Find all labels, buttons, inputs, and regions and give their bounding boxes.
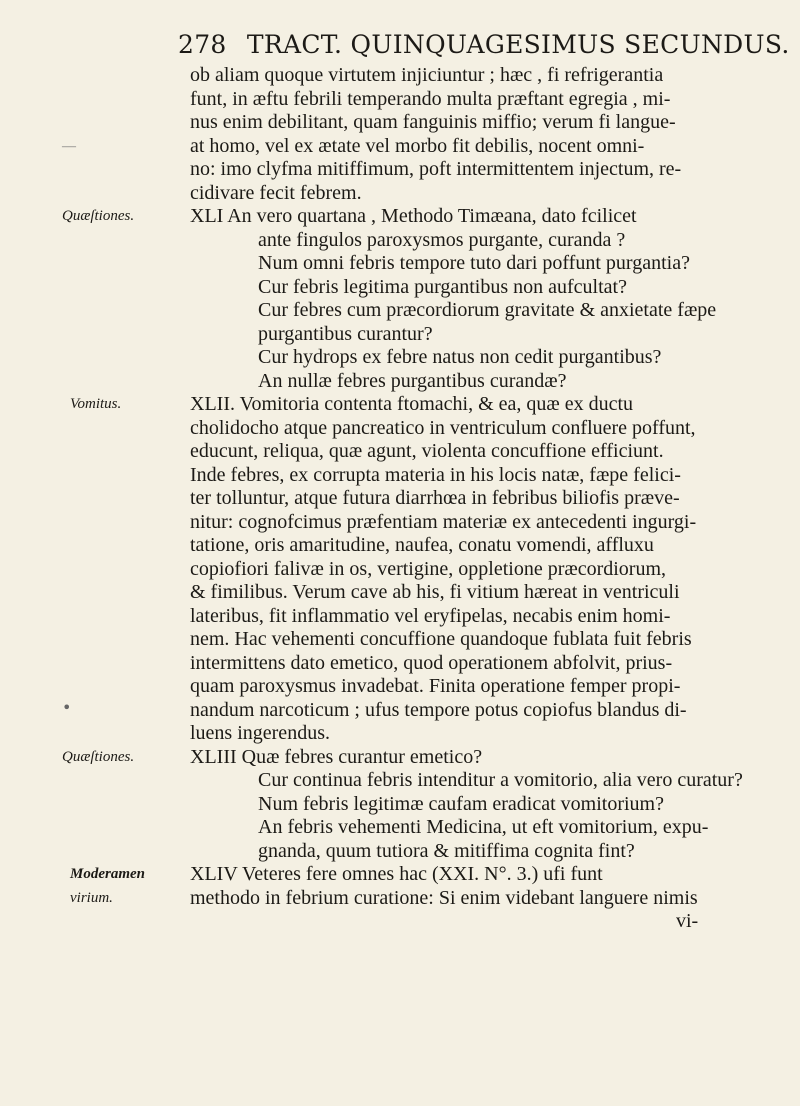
text-line: [0, 887, 800, 911]
line-text: XLI An vero quartana , Methodo Timæana, dato fcilicet: [190, 205, 637, 227]
text-line: [0, 652, 800, 676]
text-line: [0, 534, 800, 558]
text-line: [0, 464, 800, 488]
text-line: [0, 558, 800, 582]
text-line: [0, 675, 800, 699]
text-line: [0, 64, 800, 88]
text-line: [0, 910, 800, 934]
line-text: no: imo clyfma mitiffimum, poft intermittentem injectum, re-: [190, 158, 682, 180]
running-title: TRACT. QUINQUAGESIMUS SECUNDUS.: [246, 30, 790, 59]
text-line: [0, 840, 800, 864]
text-line: [0, 793, 800, 817]
text-line: [0, 370, 800, 394]
text-line: [0, 417, 800, 441]
line-text: ter tolluntur, atque futura diarrhœa in febribus biliofis præve-: [190, 487, 680, 509]
text-line: [0, 722, 800, 746]
line-text: XLIII Quæ febres curantur emetico?: [190, 745, 483, 768]
line-text: tatione, oris amaritudine, naufea, conatu vomendi, affluxu: [190, 534, 654, 556]
margin-note: Quæſtiones.: [62, 208, 135, 224]
line-text: XLII. Vomitoria contenta ftomachi, & ea, quæ ex ductu: [190, 393, 634, 415]
line-text: gnanda, quum tutiora & mitiffima cognita fint?: [258, 839, 635, 862]
line-text: Cur continua febris intenditur a vomitorio, alia vero curatur?: [258, 769, 743, 791]
text-line: [0, 511, 800, 535]
text-line: [0, 628, 800, 652]
body-text: [0, 64, 800, 934]
text-line: [0, 346, 800, 370]
text-line: [0, 111, 800, 135]
line-text: copiofiori falivæ in os, vertigine, oppletione præcordiorum,: [190, 557, 667, 580]
line-text: at homo, vel ex ætate vel morbo fit debilis, nocent omni-: [190, 134, 645, 157]
line-text: XLIV Veteres fere omnes hac (XXI. N°. 3.) ufi funt: [190, 863, 603, 885]
text-line: [0, 487, 800, 511]
line-text: lateribus, fit inflammatio vel eryfipelas, necabis enim homi-: [190, 604, 671, 627]
line-text: Cur hydrops ex febre natus non cedit purgantibus?: [258, 346, 662, 368]
text-line: [0, 746, 800, 770]
line-text: Inde febres, ex corrupta materia in his locis natæ, fæpe felici-: [190, 463, 681, 486]
text-line: [0, 252, 800, 276]
margin-note: Quæſtiones.: [62, 748, 135, 765]
text-line: [0, 863, 800, 887]
line-text: nem. Hac vehementi concuffione quandoque fublata fuit febris: [190, 628, 692, 650]
line-text: ob aliam quoque virtutem injiciuntur ; hæc , fi refrigerantia: [190, 64, 664, 86]
line-text: funt, in æftu febrili temperando multa præftant egregia , mi-: [190, 87, 671, 110]
text-line: [0, 158, 800, 182]
margin-dash: —: [62, 138, 76, 154]
line-text: Cur febris legitima purgantibus non aufcultat?: [258, 275, 627, 298]
line-text: cidivare fecit febrem.: [190, 181, 362, 204]
line-text: Num febris legitimæ caufam eradicat vomitorium?: [258, 792, 664, 815]
line-text: cholidocho atque pancreatico in ventriculum confluere poffunt,: [190, 416, 696, 439]
line-text: purgantibus curantur?: [258, 322, 433, 345]
line-text: An nullæ febres purgantibus curandæ?: [258, 369, 567, 392]
line-text: methodo in febrium curatione: Si enim videbant languere nimis: [190, 886, 698, 909]
line-text: An febris vehementi Medicina, ut eft vomitorium, expu-: [258, 816, 709, 838]
line-text: intermittens dato emetico, quod operationem abfolvit, prius-: [190, 651, 673, 674]
text-line: [0, 276, 800, 300]
line-text: quam paroxysmus invadebat. Finita operatione femper propi-: [190, 675, 681, 697]
margin-mark: •: [62, 698, 72, 717]
text-line: [0, 299, 800, 323]
text-line: [0, 135, 800, 159]
line-text: nitur: cognofcimus præfentiam materiæ ex antecedenti ingurgi-: [190, 510, 697, 533]
text-line: [0, 182, 800, 206]
text-line: [0, 581, 800, 605]
text-line: [0, 323, 800, 347]
line-text: nandum narcoticum ; ufus tempore potus copiofus blandus di-: [190, 698, 687, 721]
line-text: ante fingulos paroxysmos purgante, curanda ?: [258, 228, 626, 251]
text-line: [0, 205, 800, 229]
margin-note: Vomitus.: [70, 396, 122, 412]
text-line: [0, 605, 800, 629]
running-header: [178, 30, 790, 59]
text-line: [0, 440, 800, 464]
text-line: [0, 769, 800, 793]
text-line: [0, 229, 800, 253]
text-line: [0, 816, 800, 840]
line-text: Cur febres cum præcordiorum gravitate & anxietate fæpe: [258, 299, 717, 321]
line-text: educunt, reliqua, quæ agunt, violenta concuffione efficiunt.: [190, 440, 664, 462]
page-number: 278: [178, 30, 227, 59]
line-text: & fimilibus. Verum cave ab his, fi vitium hæreat in ventriculi: [190, 581, 680, 603]
catchword: vi-: [676, 910, 699, 932]
line-text: luens ingerendus.: [190, 722, 330, 744]
text-line: [0, 88, 800, 112]
text-line: [0, 699, 800, 723]
text-line: [0, 393, 800, 417]
margin-note: Moderamen: [70, 866, 145, 882]
line-text: Num omni febris tempore tuto dari poffunt purgantia?: [258, 252, 690, 274]
line-text: nus enim debilitant, quam fanguinis miffio; verum fi langue-: [190, 111, 676, 133]
margin-note: virium.: [70, 889, 113, 906]
